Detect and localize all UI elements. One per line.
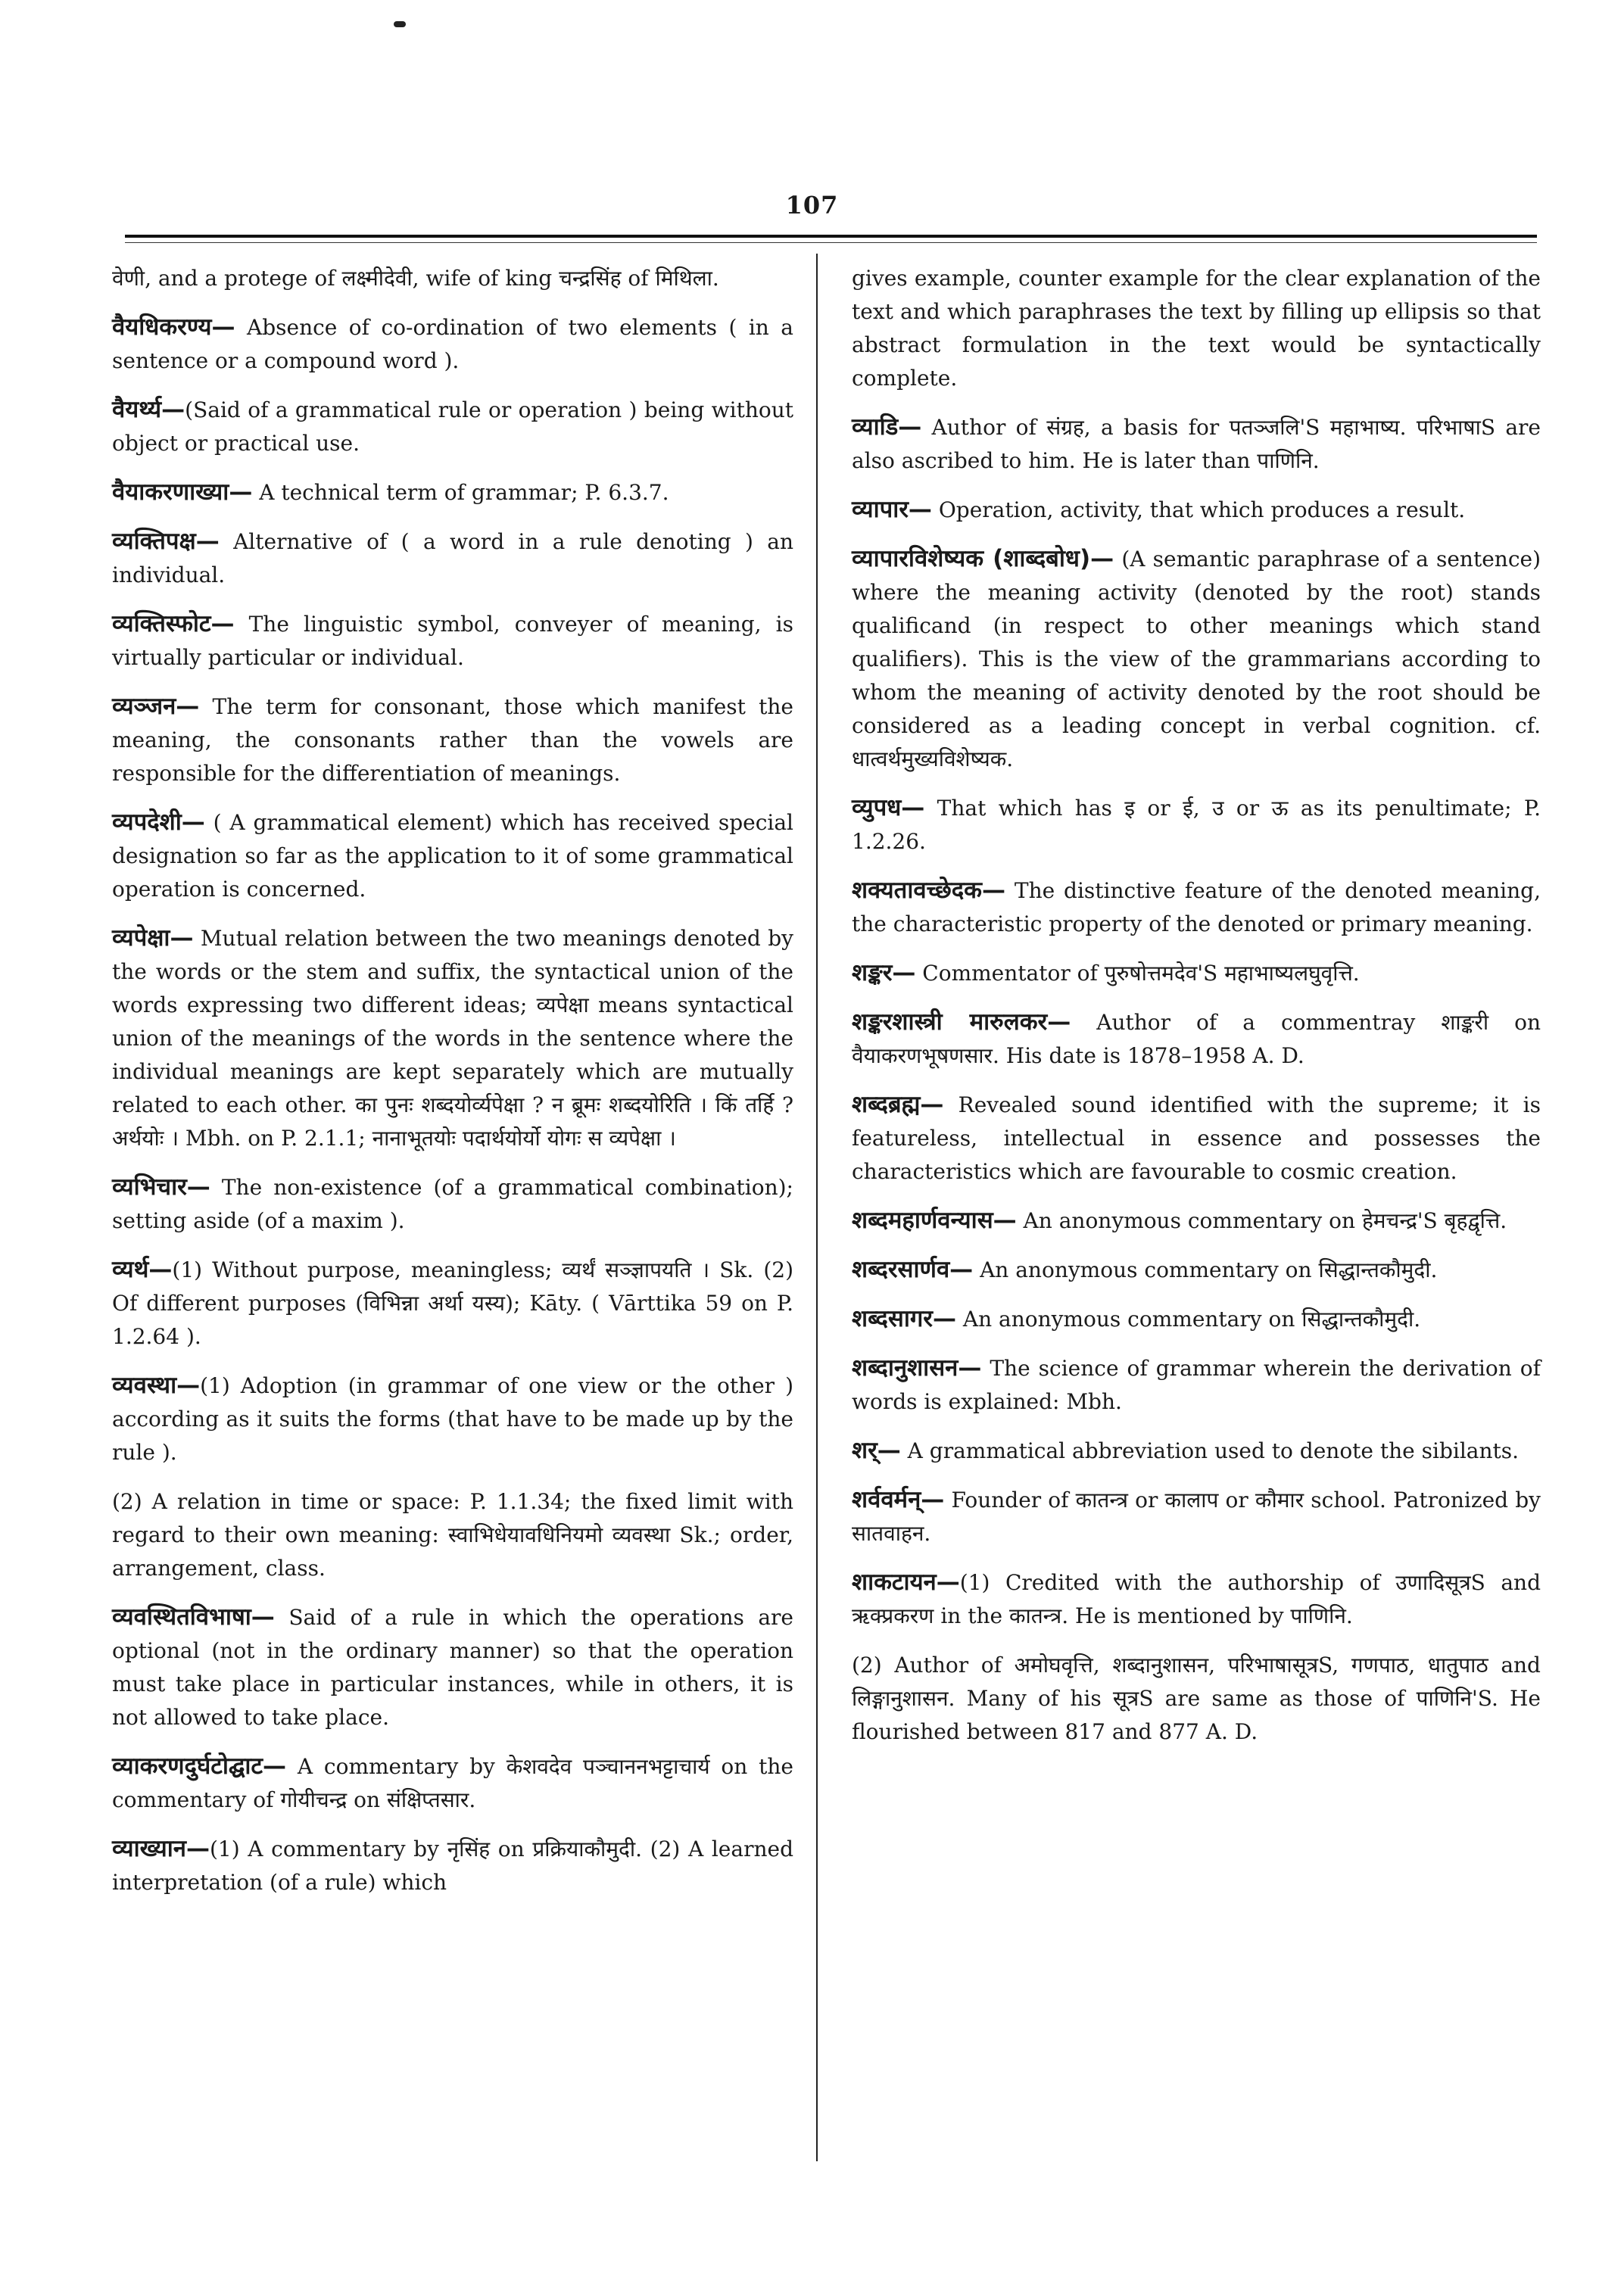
entry-text — [112, 1170, 793, 1238]
entry-headword: शङ्करशास्त्री मारुलकर— — [852, 1008, 1071, 1036]
entry-text — [112, 1485, 793, 1585]
entry-text — [112, 261, 793, 295]
dictionary-entry — [112, 393, 793, 460]
dictionary-entry — [112, 1749, 793, 1817]
right-column — [852, 261, 1541, 1764]
dictionary-entry — [852, 1434, 1541, 1468]
entry-headword: व्यञ्जन— — [112, 693, 200, 720]
dictionary-entry — [112, 607, 793, 675]
entry-definition: Author of a commentray शाङ्करी on वैयाकरणभूषणसार. His date is 1878–1958 A. D. — [852, 1010, 1541, 1068]
entry-headword: व्युपध— — [852, 794, 925, 821]
entry-headword: वैयर्थ्य— — [112, 396, 185, 423]
dictionary-entry — [112, 310, 793, 378]
entry-definition: An anonymous commentary on सिद्धान्तकौमुदी. — [973, 1257, 1438, 1282]
entry-definition: (1) Credited with the authorship of उणादिसूत्रS and ऋक्प्रकरण in the कातन्त्र. He is mentioned by पाणिनि. — [852, 1570, 1541, 1628]
entry-definition: Author of संग्रह, a basis for पतञ्जलि'S महाभाष्य. परिभाषाS are also ascribed to him. He is later than पाणिनि. — [852, 415, 1541, 473]
entry-headword: शाकटायन— — [852, 1569, 960, 1596]
entry-definition: (2) Author of अमोघवृत्ति, शब्दानुशासन, परिभाषासूत्रS, गणपाठ, धातुपाठ and लिङ्गानुशासन. Many of his सूत्रS are same as those of पाणिनि'S. He flourished between 817 and 877 A. D. — [852, 1653, 1541, 1744]
entry-definition: A grammatical abbreviation used to denote the sibilants. — [900, 1438, 1520, 1463]
entry-text — [112, 1253, 793, 1354]
entry-text — [852, 1434, 1541, 1468]
dictionary-entry — [852, 1302, 1541, 1336]
entry-headword: व्यक्तिस्फोट— — [112, 610, 235, 637]
entry-definition: The science of grammar wherein the derivation of words is explained: Mbh. — [852, 1356, 1541, 1414]
dictionary-entry — [112, 1170, 793, 1238]
entry-definition: Said of a rule in which the operations are optional (not in the ordinary manner) so that the operation must take place in particular instances, while in others, it is not allowed to take place. — [112, 1605, 793, 1730]
page-number: 107 — [785, 191, 839, 220]
dictionary-entry — [852, 1648, 1541, 1749]
dictionary-entry — [112, 805, 793, 906]
header-rule-thin — [125, 242, 1537, 243]
entry-text — [112, 1832, 793, 1899]
entry-text — [112, 475, 793, 509]
entry-text — [852, 1648, 1541, 1749]
entry-definition: Mutual relation between the two meanings denoted by the words or the stem and suffix, the syntactical union of the words expressing two different ideas; व्यपेक्षा means syntactical union of the meanings of the words in the sentence where the individual meanings are kept separately which are mutually related to each other. का पुनः शब्दयोर्व्यपेक्षा ? न ब्रूमः शब्दयोरिति । किं तर्हि ? अर्थयोः । Mbh. on P. 2.1.1; नानाभूतयोः पदार्थयोर्यो योगः स व्यपेक्षा । — [112, 926, 793, 1151]
entry-headword: शब्दब्रह्म— — [852, 1091, 944, 1118]
dictionary-entry — [112, 1485, 793, 1585]
entry-definition: (A semantic paraphrase of a sentence) where the meaning activity (denoted by the root) stands qualificand (in respect to other meanings which stand qualifiers). This is the view of the grammarians according to whom the meaning of activity denoted by the root should be considered as a leading concept in verbal cognition. cf. धात्वर्थमुख्यविशेष्यक. — [852, 547, 1541, 771]
entry-headword: व्यपेक्षा— — [112, 924, 194, 952]
entry-headword: व्यर्थ— — [112, 1256, 173, 1283]
entry-text — [112, 607, 793, 675]
entry-headword: शङ्कर— — [852, 959, 916, 986]
dictionary-entry — [852, 1566, 1541, 1633]
entry-text — [852, 1302, 1541, 1336]
entry-definition: Founder of कातन्त्र or कालाप or कौमार school. Patronized by सातवाहन. — [852, 1488, 1541, 1546]
entry-definition: The distinctive feature of the denoted meaning, the characteristic property of the denoted or primary meaning. — [852, 878, 1541, 936]
entry-text — [852, 542, 1541, 776]
entry-text — [852, 1483, 1541, 1550]
dictionary-entry — [852, 261, 1541, 395]
dictionary-entry — [852, 542, 1541, 776]
entry-text — [852, 1005, 1541, 1073]
entry-definition: An anonymous commentary on हेमचन्द्र'S बृहद्वृत्ति. — [1016, 1208, 1507, 1233]
dictionary-entry — [852, 1483, 1541, 1550]
entry-text — [852, 493, 1541, 527]
entry-definition: A commentary by केशवदेव पञ्चाननभट्टाचार्य on the commentary of गोयीचन्द्र on संक्षिप्तसार. — [112, 1754, 793, 1812]
entry-text — [852, 261, 1541, 395]
dictionary-entry — [852, 1005, 1541, 1073]
dictionary-entry — [852, 1253, 1541, 1287]
entry-headword: व्याकरणदुर्घटोद्घाट— — [112, 1752, 287, 1780]
entry-text — [112, 393, 793, 460]
dictionary-entry — [852, 410, 1541, 478]
entry-text — [112, 1749, 793, 1817]
entry-headword: शब्दानुशासन— — [852, 1354, 982, 1382]
entry-definition: A technical term of grammar; P. 6.3.7. — [252, 480, 669, 505]
dictionary-entry — [112, 921, 793, 1155]
dictionary-entry — [112, 1369, 793, 1469]
entry-definition: Commentator of पुरुषोत्तमदेव'S महाभाष्यलघुवृत्ति. — [915, 961, 1360, 986]
entry-headword: वैयाकरणाख्या— — [112, 478, 253, 506]
entry-text — [852, 956, 1541, 990]
entry-definition: Operation, activity, that which produces a result. — [931, 497, 1466, 522]
print-speck — [394, 21, 406, 27]
entry-text — [112, 310, 793, 378]
dictionary-entry — [852, 1351, 1541, 1419]
dictionary-entry — [112, 261, 793, 295]
dictionary-entry — [852, 493, 1541, 527]
entry-text — [852, 1204, 1541, 1238]
entry-definition: Absence of co-ordination of two elements ( in a sentence or a compound word ). — [112, 315, 793, 373]
entry-headword: व्यापार— — [852, 496, 932, 523]
entry-text — [112, 525, 793, 592]
entry-text — [112, 1369, 793, 1469]
entry-definition: वेणी, and a protege of लक्ष्मीदेवी, wife of king चन्द्रसिंह of मिथिला. — [112, 266, 719, 291]
entry-text — [112, 690, 793, 790]
dictionary-entry — [112, 690, 793, 790]
dictionary-entry — [112, 1600, 793, 1734]
entry-text — [852, 410, 1541, 478]
entry-text — [852, 1566, 1541, 1633]
entry-text — [112, 1600, 793, 1734]
entry-definition: The linguistic symbol, conveyer of meaning, is virtually particular or individual. — [112, 612, 793, 670]
column-divider — [816, 254, 818, 2161]
entry-headword: शर्ववर्मन्— — [852, 1486, 945, 1513]
entry-headword: वैयधिकरण्य— — [112, 313, 235, 341]
dictionary-entry — [112, 1253, 793, 1354]
entry-definition: (1) Adoption (in grammar of one view or the other ) according as it suits the forms (that have to be made up by the rule ). — [112, 1373, 793, 1465]
dictionary-entry — [112, 525, 793, 592]
entry-definition: Revealed sound identified with the supreme; it is featureless, intellectual in essence and possesses the characteristics which are favourable to cosmic creation. — [852, 1092, 1541, 1184]
dictionary-entry — [852, 791, 1541, 858]
entry-definition: The non-existence (of a grammatical combination); setting aside (of a maxim ). — [112, 1175, 793, 1233]
entry-text — [852, 874, 1541, 941]
dictionary-entry — [852, 874, 1541, 941]
entry-definition: (1) A commentary by नृसिंह on प्रक्रियाकौमुदी. (2) A learned interpretation (of a rule) which — [112, 1837, 793, 1895]
entry-headword: शर्— — [852, 1437, 901, 1464]
entry-definition: (Said of a grammatical rule or operation ) being without object or practical use. — [112, 397, 793, 456]
entry-headword: शब्दरसार्णव— — [852, 1256, 974, 1283]
dictionary-entry — [112, 475, 793, 509]
entry-headword: व्यभिचार— — [112, 1173, 210, 1201]
entry-text — [852, 791, 1541, 858]
entry-headword: शब्दसागर— — [852, 1305, 956, 1332]
entry-headword: शब्दमहार्णवन्यास— — [852, 1207, 1017, 1234]
entry-definition: gives example, counter example for the clear explanation of the text and which paraphrases the text by filling up ellipsis so that abstract formulation in the text would be syntactically complete. — [852, 266, 1541, 391]
entry-headword: व्यवस्थितविभाषा— — [112, 1603, 275, 1631]
entry-headword: व्यक्तिपक्ष— — [112, 528, 220, 555]
entry-definition: ( A grammatical element) which has received special designation so far as the application to it of some grammatical operation is concerned. — [112, 810, 793, 902]
entry-definition: (2) A relation in time or space: P. 1.1.34; the fixed limit with regard to their own meaning: स्वाभिधेयावधिनियमो व्यवस्था Sk.; order, arrangement, class. — [112, 1489, 793, 1581]
entry-headword: व्याख्यान— — [112, 1835, 210, 1862]
entry-text — [112, 921, 793, 1155]
entry-definition: The term for consonant, those which manifest the meaning, the consonants rather than the vowels are responsible for the differentiation of meanings. — [112, 694, 793, 786]
left-column — [112, 261, 793, 1914]
dictionary-entry — [852, 1088, 1541, 1189]
dictionary-entry — [112, 1832, 793, 1899]
entry-definition: Alternative of ( a word in a rule denoting ) an individual. — [112, 529, 793, 587]
dictionary-entry — [852, 1204, 1541, 1238]
entry-text — [112, 805, 793, 906]
entry-headword: व्यापारविशेष्यक (शाब्दबोध)— — [852, 545, 1114, 572]
entry-headword: शक्यतावच्छेदक— — [852, 877, 1005, 904]
entry-definition: An anonymous commentary on सिद्धान्तकौमुदी. — [955, 1307, 1421, 1332]
entry-text — [852, 1351, 1541, 1419]
dictionary-entry — [852, 956, 1541, 990]
entry-definition: That which has इ or ई, उ or ऊ as its penultimate; P. 1.2.26. — [852, 796, 1541, 854]
entry-headword: व्यपदेशी— — [112, 808, 205, 836]
entry-text — [852, 1088, 1541, 1189]
entry-definition: (1) Without purpose, meaningless; व्यर्थं सञ्ज्ञापयति । Sk. (2) Of different purposes (विभिन्ना अर्था यस्य); Kāty. ( Vārttika 59 on P. 1.2.64 ). — [112, 1257, 793, 1349]
entry-headword: व्यवस्था— — [112, 1372, 201, 1399]
entry-text — [852, 1253, 1541, 1287]
entry-headword: व्याडि— — [852, 413, 922, 441]
header-rule — [125, 235, 1537, 238]
